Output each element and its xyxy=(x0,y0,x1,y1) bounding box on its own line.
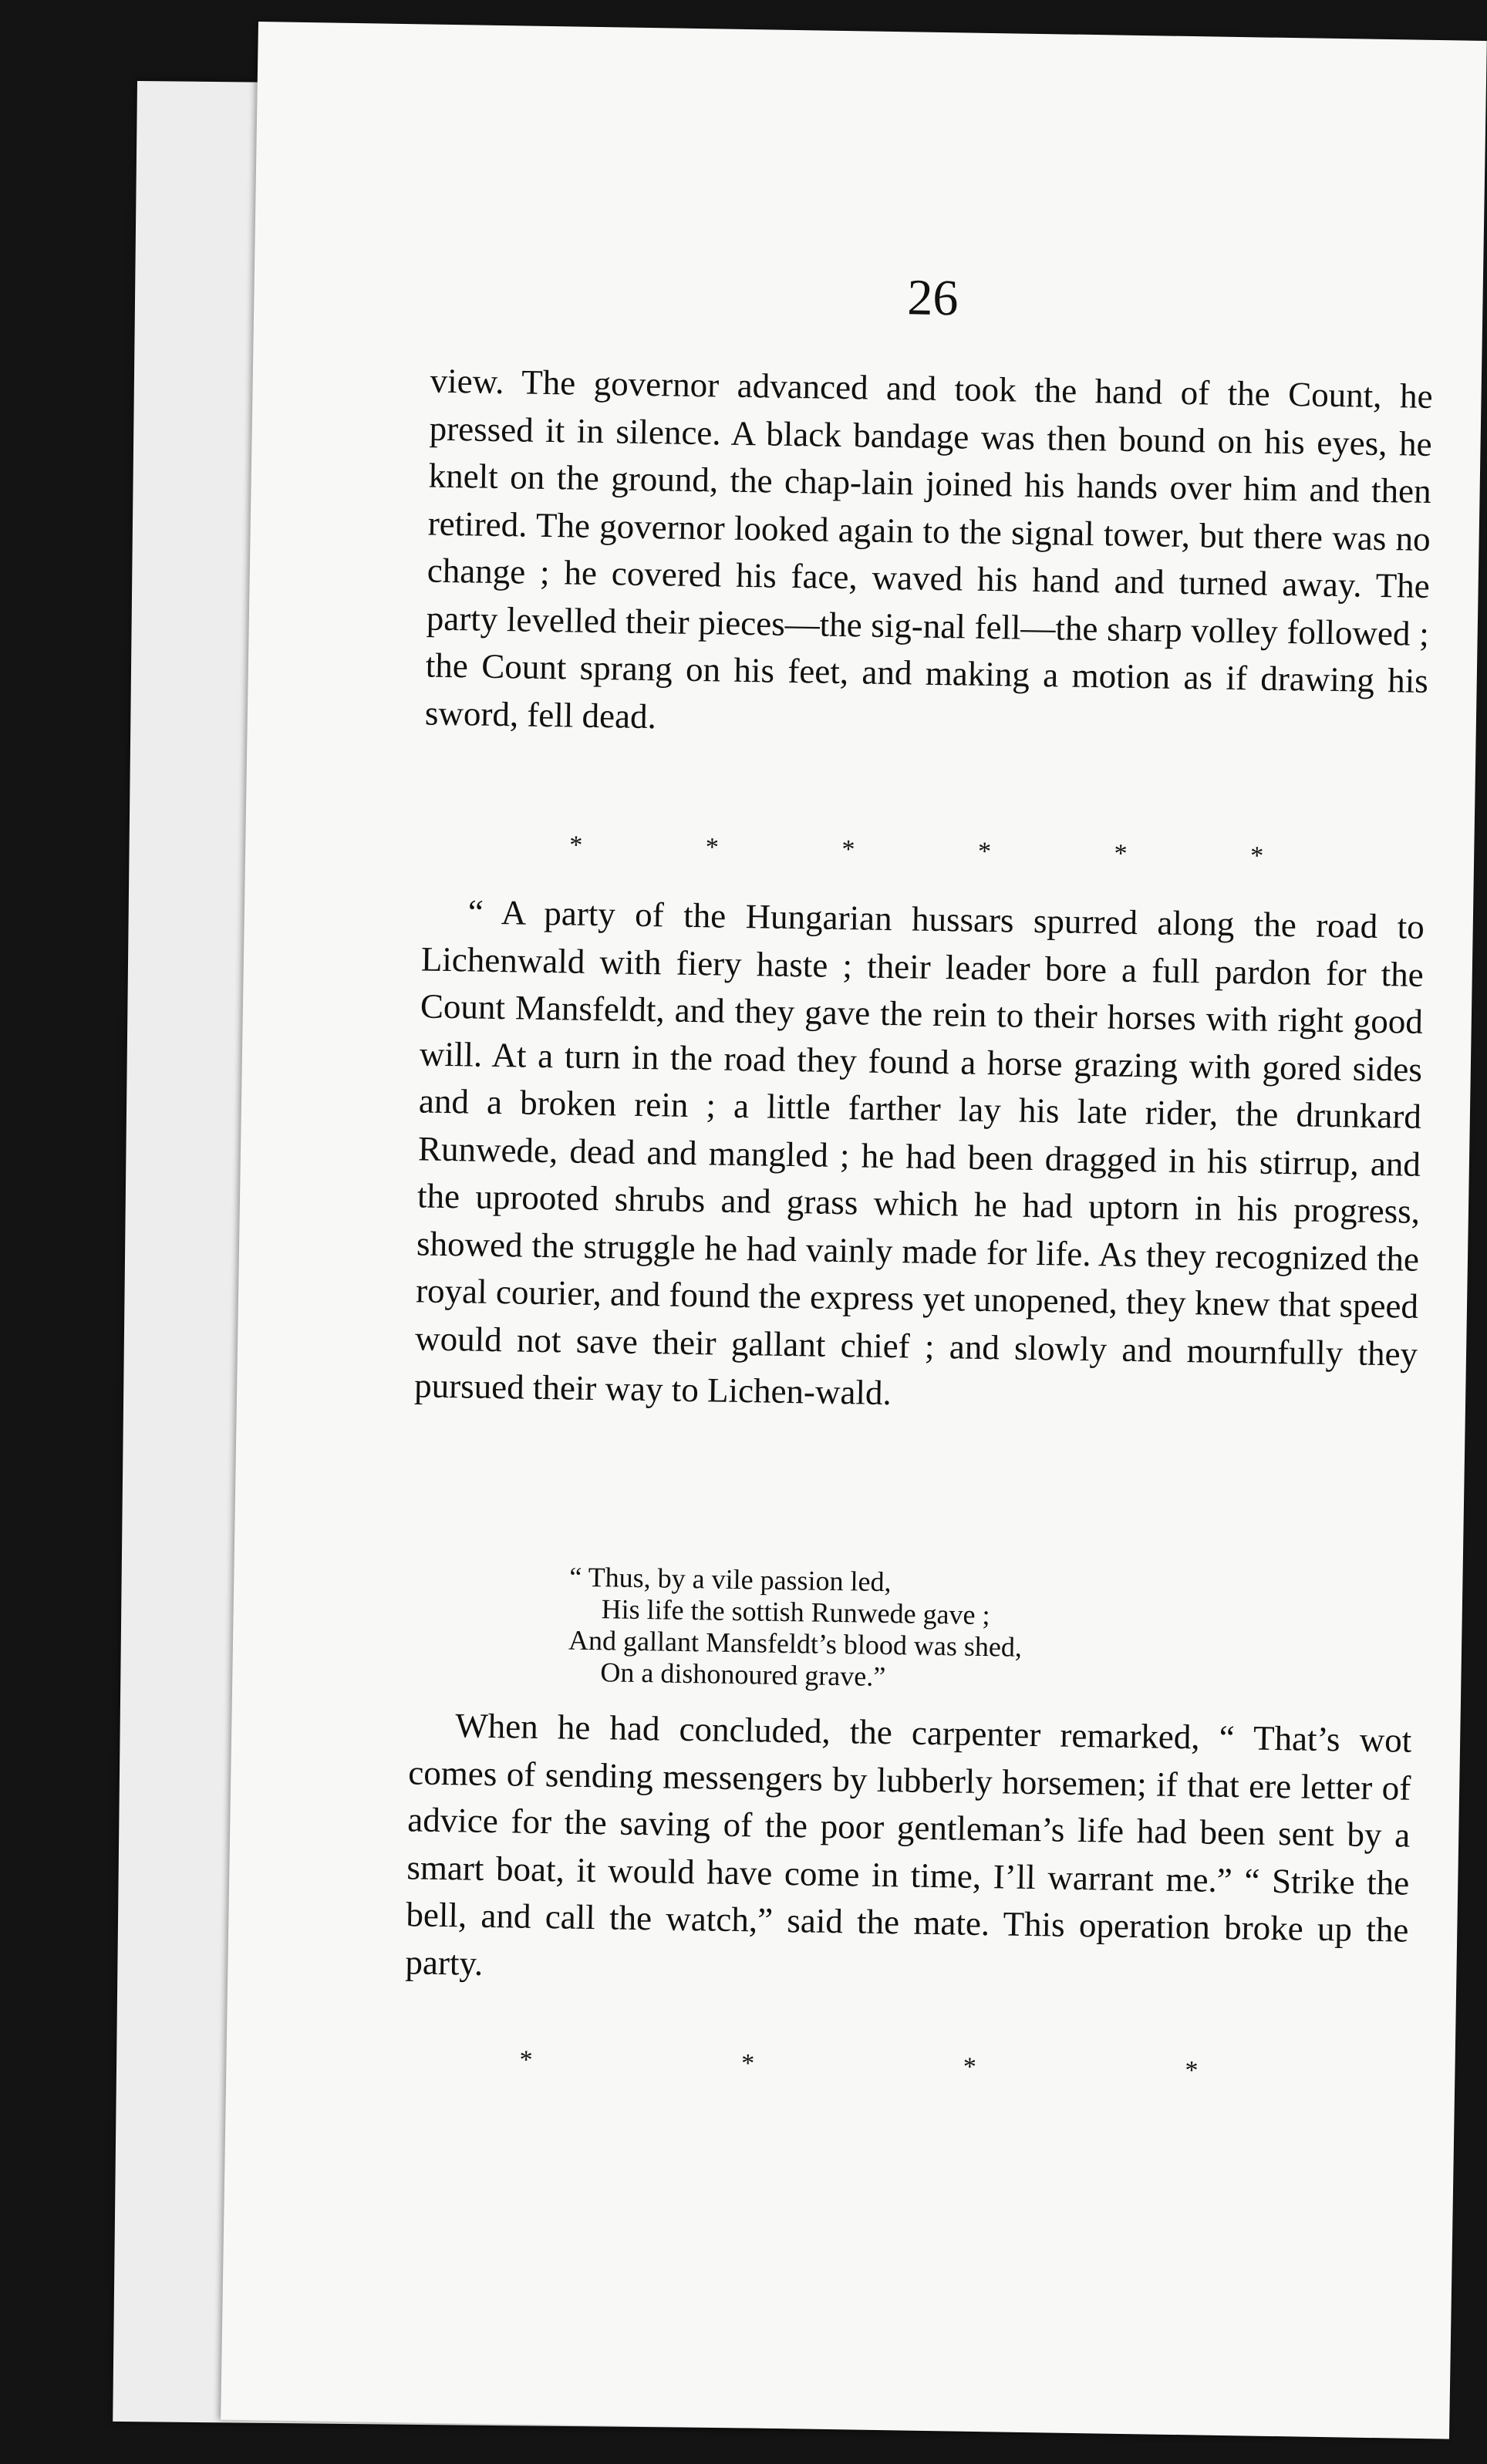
paragraph-carpenter: When he had concluded, the carpenter remarked, “ That’s wot comes of sending messengers by lubberly horsemen; if that ere letter of advice for the saving of the poor gentleman’s life had been sent by a smart boat, it would have come in time, I’ll warrant me.” “ Strike the bell, and call the watch,” said the mate. This operation broke up the party. xyxy=(405,1706,1412,1983)
divider-asterisk: * xyxy=(705,833,720,862)
divider-asterisk: * xyxy=(841,835,855,865)
divider-asterisk: * xyxy=(1249,841,1264,871)
poem-line: On a dishonoured grave.” xyxy=(600,1657,886,1693)
paragraph-hussars: “ A party of the Hungarian hussars spurred along the road to Lichenwald with fiery haste ; their leader bore a full pardon for the Count Mansfeldt, and they gave the rein to their horses with right good will. At a turn in the road they found a horse grazing with gored sides and a broken rein ; a little farther lay his late rider, the drunkard Runwede, dead and mangled ; he had been dragged in his stirrup, and the uprooted shrubs and grass which he had uptorn in his progress, showed the struggle he had vainly made for life. As they recognized the royal courier, and found the express yet unopened, they knew that speed would not save their gallant chief ; and slowly and mournfully they pursued their way to Lichen-wald. xyxy=(413,892,1425,1413)
divider-asterisk: * xyxy=(963,2052,977,2081)
divider-asterisk: * xyxy=(568,831,583,860)
page-number: 26 xyxy=(906,269,959,327)
divider-asterisk: * xyxy=(740,2049,755,2078)
section-divider-1 xyxy=(569,830,1264,871)
poem-line: And gallant Mansfeldt’s blood was shed, xyxy=(568,1624,1023,1663)
page-text-block xyxy=(405,25,1438,2085)
divider-asterisk: * xyxy=(1185,2056,1199,2085)
poem-line: “ Thus, by a vile passion led, xyxy=(569,1561,892,1598)
poem-line: His life the sottish Runwede gave ; xyxy=(601,1593,990,1631)
book-page xyxy=(221,22,1487,2439)
divider-asterisk: * xyxy=(1114,839,1128,868)
divider-asterisk: * xyxy=(977,837,992,867)
paragraph-execution: view. The governor advanced and took the hand of the Count, he pressed it in silence. A black bandage was then bound on his eyes, he knelt on the ground, the chap-lain joined his hands over him and then retired. The governor looked again to the signal tower, but there was no change ; he covered his face, waved his hand and turned away. The party levelled their pieces—the sig-nal fell—the sharp volley followed ; the Count sprang on his feet, and making a motion as if drawing his sword, fell dead. xyxy=(424,361,1433,736)
poem-verse xyxy=(568,1562,1263,1699)
divider-asterisk: * xyxy=(519,2045,533,2075)
section-divider-2 xyxy=(519,2045,1199,2087)
